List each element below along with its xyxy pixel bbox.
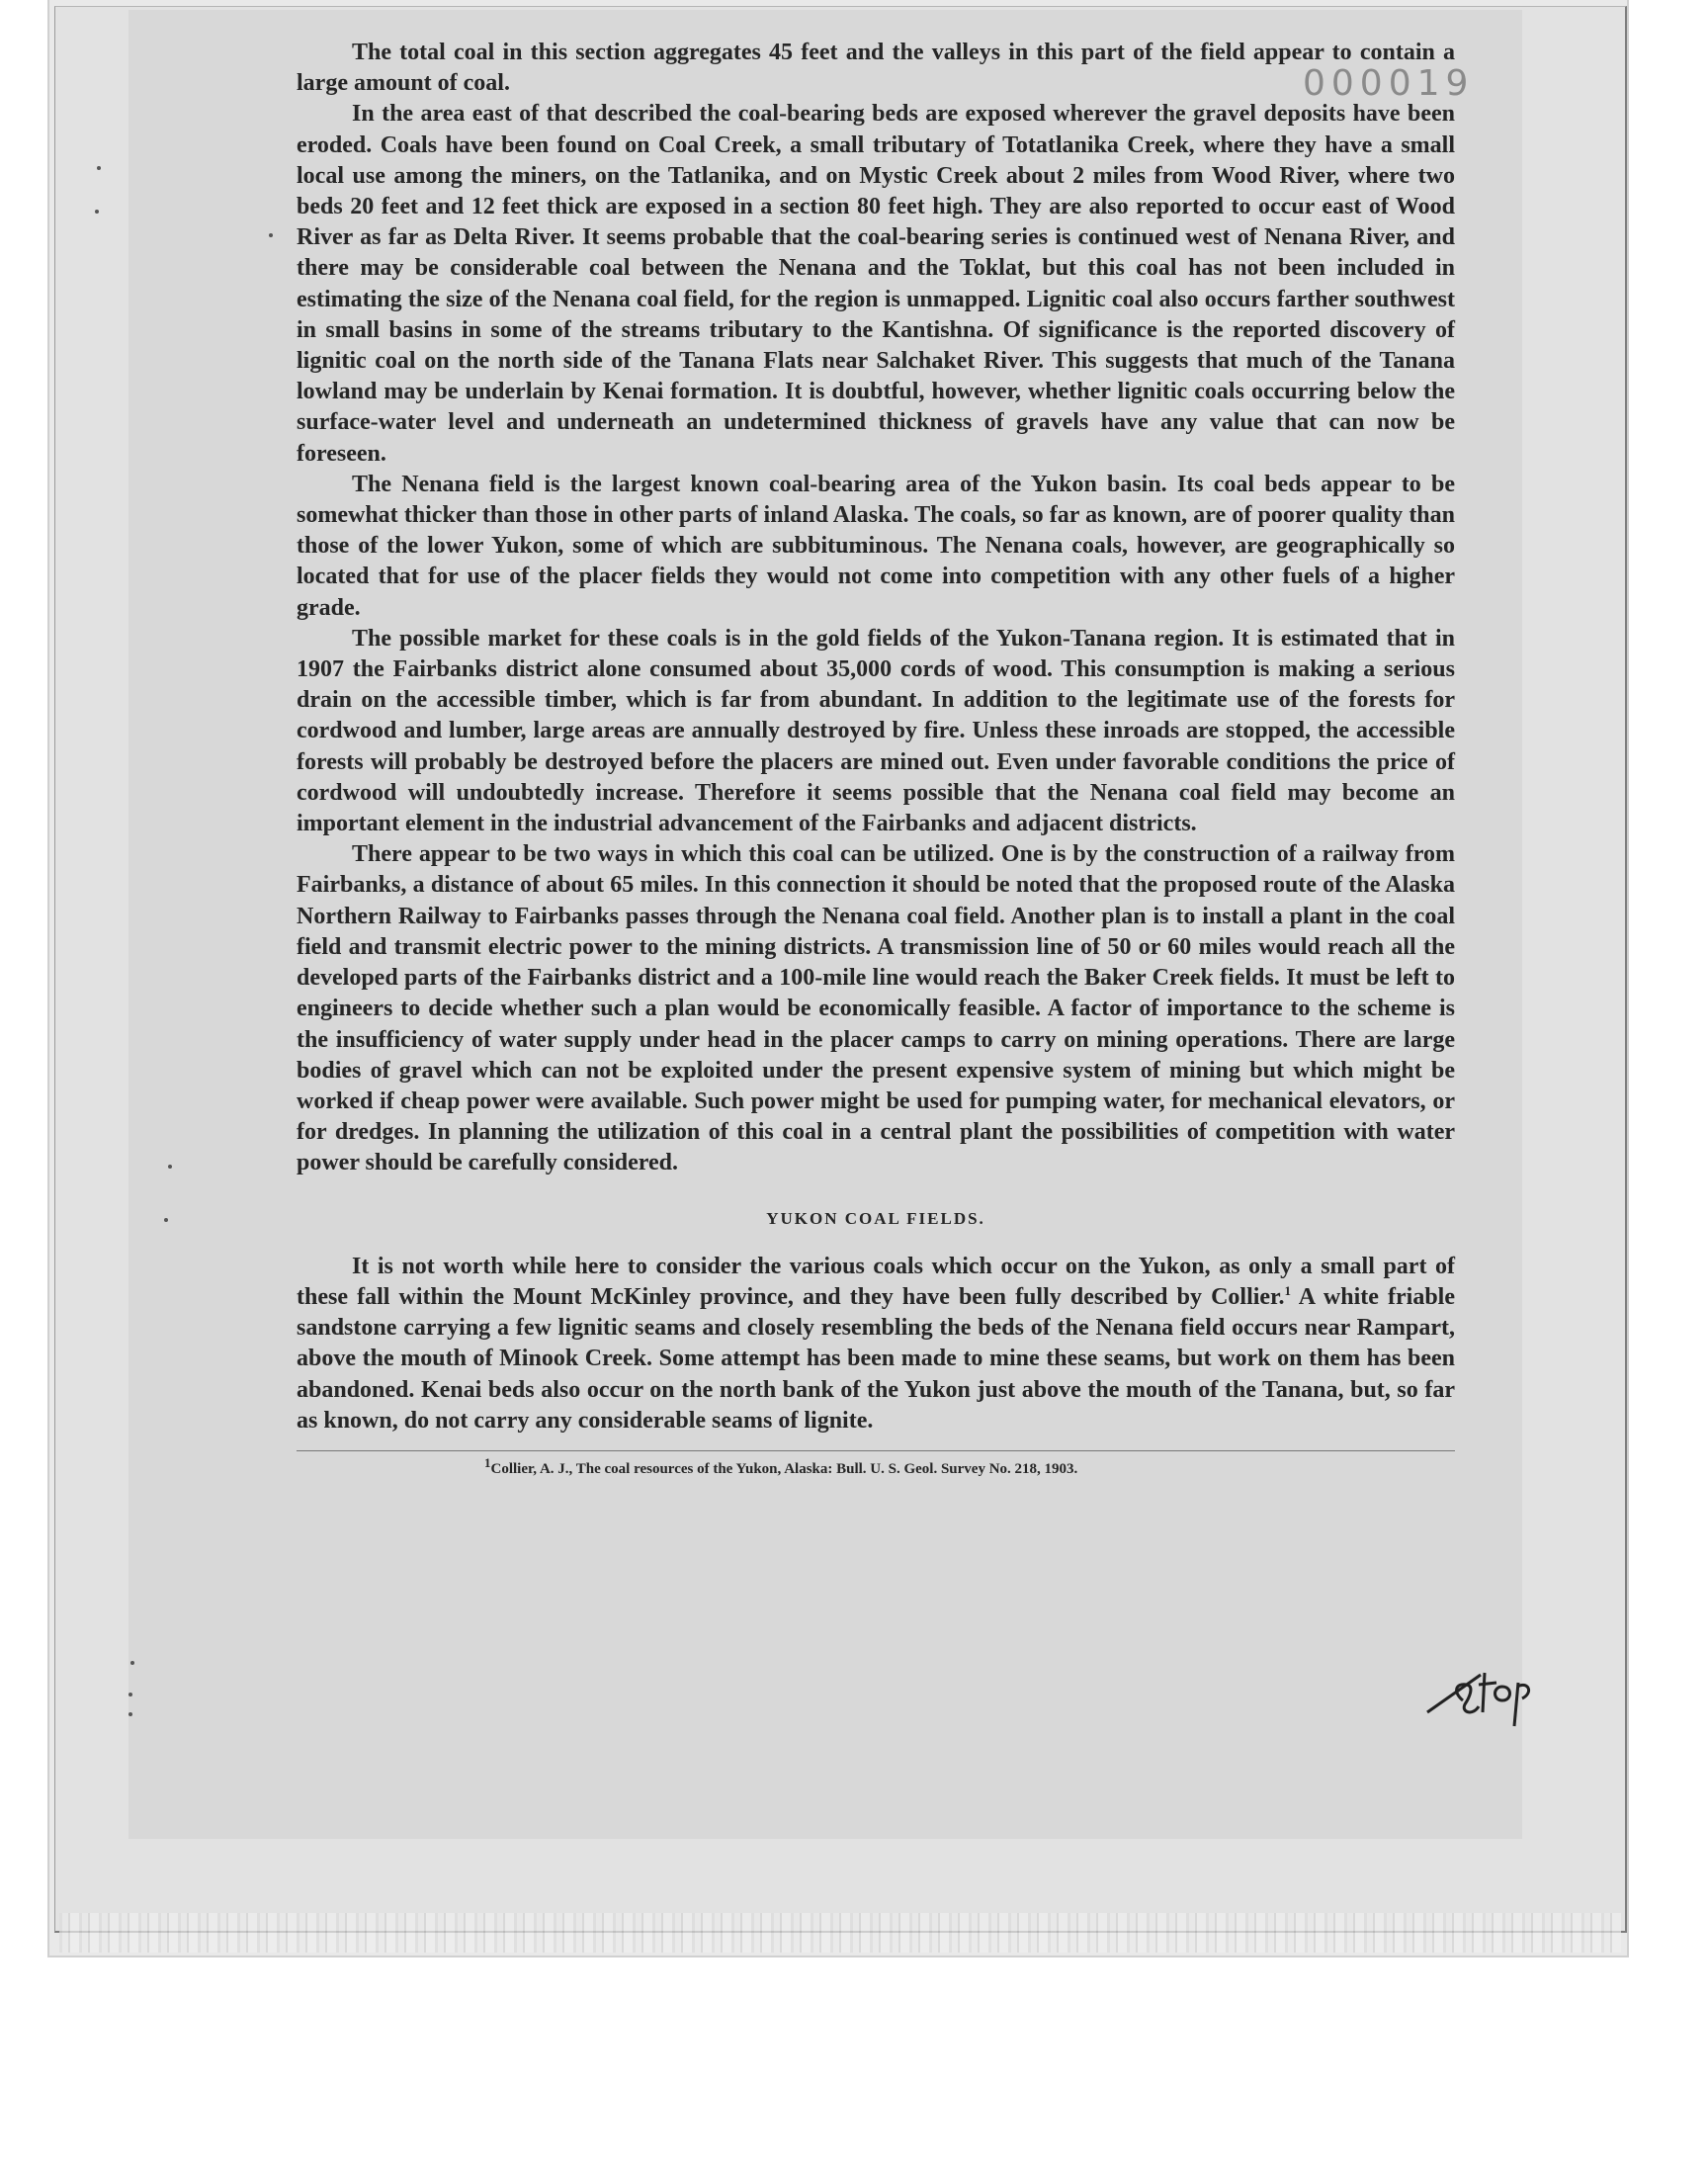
page-stamp-number: 000019: [1303, 63, 1475, 104]
yukon-text-before-ref: It is not worth while here to consider the various coals which occur on the Yukon, as only a small part of these fall within the Mount McKinley province, and they have been fully described by Collier.: [297, 1253, 1455, 1310]
footnote-ref-mark: 1: [1284, 1282, 1292, 1298]
footnote: [297, 1454, 1455, 1479]
scan-speck: [128, 1693, 132, 1696]
footnote-rule: [297, 1450, 1455, 1451]
yukon-text-after-ref: A white friable sandstone carrying a few lignitic seams and closely resembling the beds of the Nenana field occurs near Rampart, above the mouth of Minook Creek. Some attempt has been made to mine these seams, but work on them has been abandoned. Kenai beds also occur on the north bank of the Yukon just above the mouth of the Tanana, but, so far as known, do not carry any considerable seams of lignite.: [297, 1283, 1455, 1434]
scan-speck: [130, 1661, 134, 1665]
footnote-mark: 1: [484, 1454, 491, 1470]
scan-speck: [97, 166, 101, 170]
handwritten-initials: [1423, 1653, 1542, 1732]
section-heading: YUKON COAL FIELDS.: [766, 1208, 985, 1228]
scan-speck: [95, 210, 99, 214]
scan-speck: [168, 1165, 172, 1169]
paragraph-3: The Nenana field is the largest known coal-bearing area of the Yukon basin. Its coal beds appear to be somewhat thicker than those in other parts of inland Alaska. The coals, so far as known, are of poorer quality than those of the lower Yukon, some of which are subbituminous. The Nenana coals, however, are geographically so located that for use of the placer fields they would not come into competition with any other fuels of a higher grade.: [297, 471, 1455, 621]
paragraph-2: In the area east of that described the coal-bearing beds are exposed wherever the gravel deposits have been eroded. Coals have been found on Coal Creek, a small tributary of Totatlanika Creek, where they have a small local use among the miners, on the Tatlanika, and on Mystic Creek about 2 miles from Wood River, where two beds 20 feet and 12 feet thick are exposed in a section 80 feet high. They are also reported to occur east of Wood River as far as Delta River. It seems probable that the coal-bearing series is continued west of Nenana River, and there may be considerable coal between the Nenana and the Toklat, but this coal has not been included in estimating the size of the Nenana coal field, for the region is unmapped. Lignitic coal also occurs farther southwest in small basins in some of the streams tributary to the Kantishna. Of significance is the reported discovery of lignitic coal on the north side of the Tanana Flats near Salchaket River. This suggests that much of the Tanana lowland may be underlain by Kenai formation. It is doubtful, however, whether lignitic coals occurring below the surface-water level and underneath an undetermined thickness of gravels have any value that can now be foreseen.: [297, 101, 1455, 467]
yukon-paragraph: [297, 1252, 1455, 1436]
scan-edge-streak: [59, 1913, 1621, 1953]
footnote-text: Collier, A. J., The coal resources of the Yukon, Alaska: Bull. U. S. Geol. Survey No. 218, 1903.: [490, 1460, 1078, 1477]
paragraph-1: The total coal in this section aggregates 45 feet and the valleys in this part of the field appear to contain a large amount of coal.: [297, 40, 1455, 97]
scan-speck: [269, 233, 273, 237]
paragraph-5: There appear to be two ways in which this coal can be utilized. One is by the construction of a railway from Fairbanks, a distance of about 65 miles. In this connection it should be noted that the proposed route of the Alaska Northern Railway to Fairbanks passes through the Nenana coal field. Another plan is to install a plant in the coal field and transmit electric power to the mining districts. A transmission line of 50 or 60 miles would reach all the developed parts of the Fairbanks district and a 100-mile line would reach the Baker Creek fields. It must be left to engineers to decide whether such a plan would be economically feasible. A factor of importance to the scheme is the insufficiency of water supply under head in the placer camps to carry on mining operations. There are large bodies of gravel which can not be exploited under the present expensive system of mining but which might be worked if cheap power were available. Such power might be used for pumping water, for mechanical elevators, or for dredges. In planning the utilization of this coal in a central plant the possibilities of competition with water power should be carefully considered.: [297, 841, 1455, 1176]
paragraph-4: The possible market for these coals is in the gold fields of the Yukon-Tanana region. It is estimated that in 1907 the Fairbanks district alone consumed about 35,000 cords of wood. This consumption is making a serious drain on the accessible timber, which is far from abundant. In addition to the legitimate use of the forests for cordwood and lumber, large areas are annually destroyed by fire. Unless these inroads are stopped, the accessible forests will probably be destroyed before the placers are mined out. Even under favorable conditions the price of cordwood will undoubtedly increase. Therefore it seems possible that the Nenana coal field may become an important element in the industrial advancement of the Fairbanks and adjacent districts.: [297, 625, 1455, 837]
scan-speck: [164, 1218, 168, 1222]
document-body: [297, 38, 1455, 1479]
scan-speck: [128, 1712, 132, 1716]
